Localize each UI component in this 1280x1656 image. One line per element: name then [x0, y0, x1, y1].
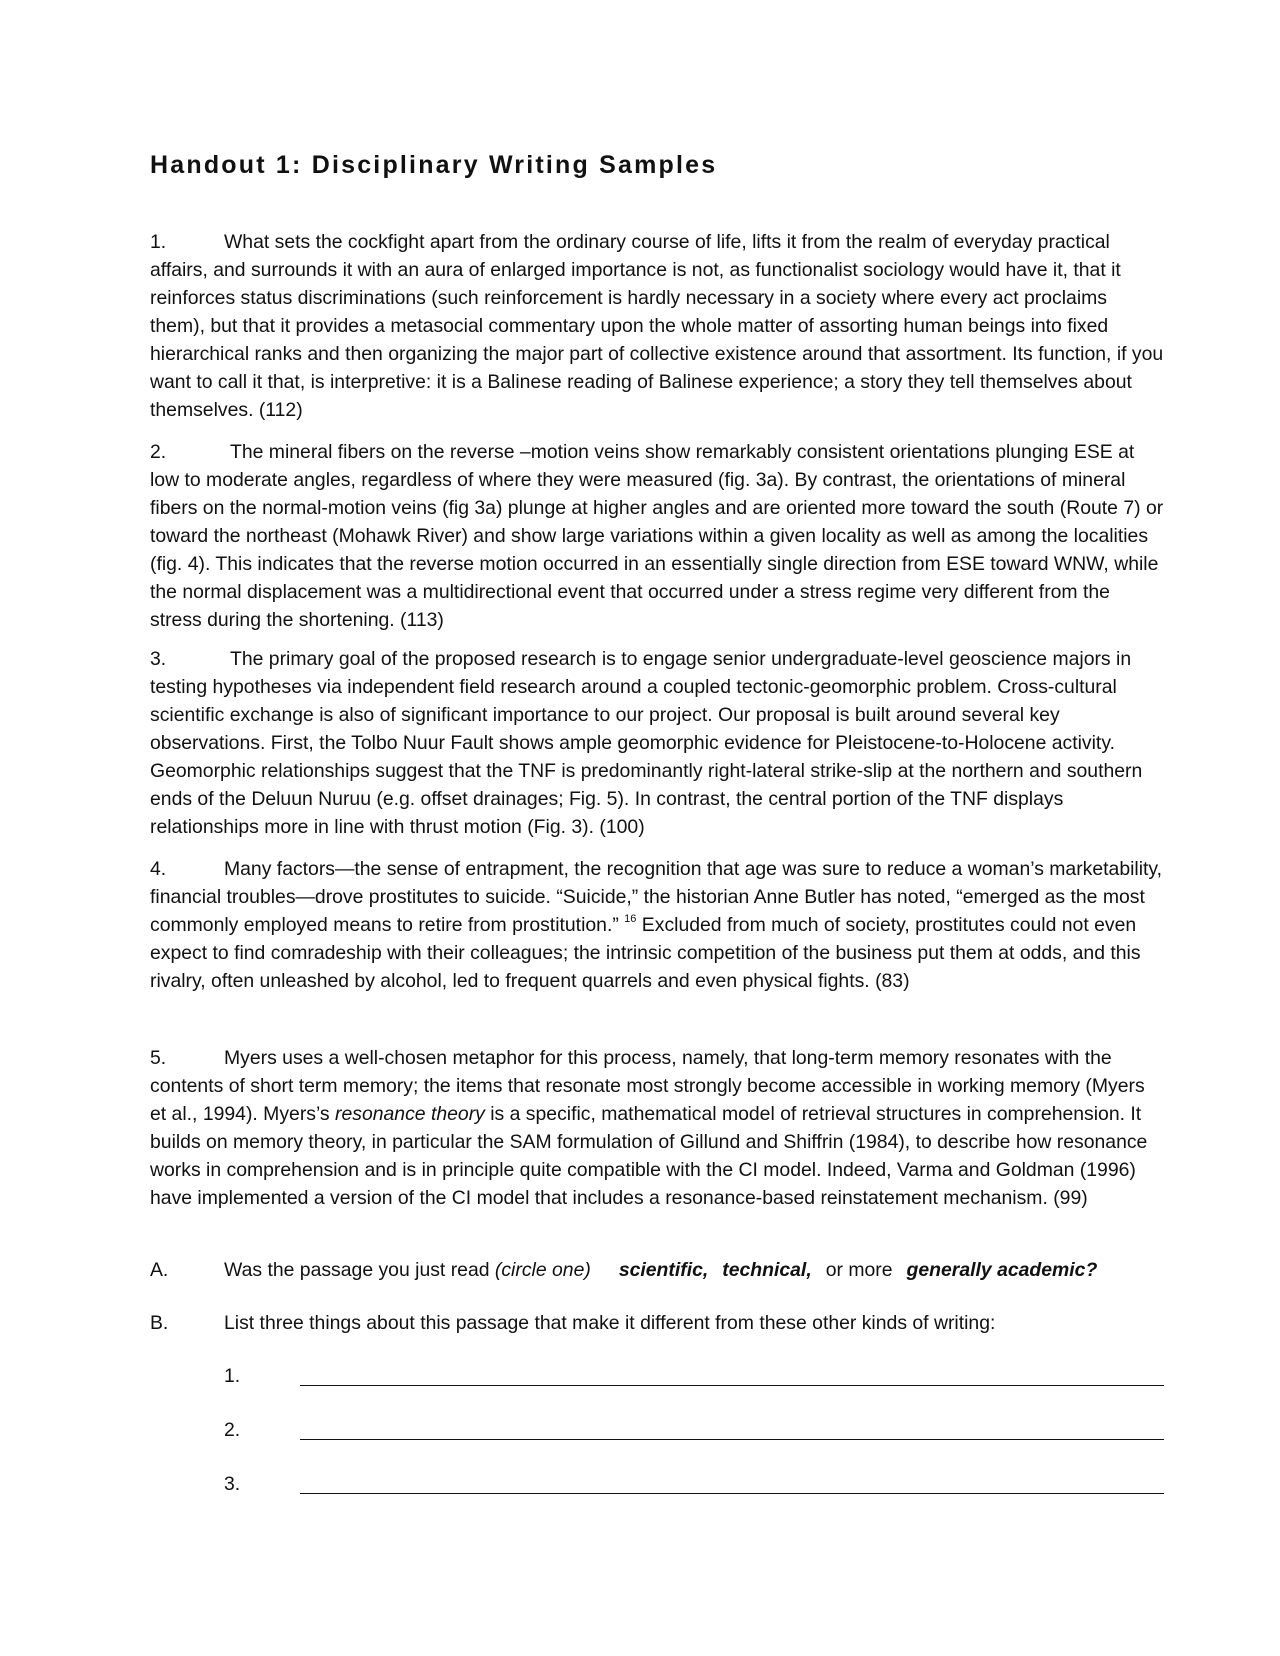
question-a — [150, 1256, 1166, 1284]
passage-text: What sets the cockfight apart from the ordinary course of life, lifts it from the realm of everyday practical affairs, and surrounds it with an aura of enlarged importance is not, as functionalist sociology would have it, that it reinforces status discriminations (such reinforcement is hardly necessary in a society where every act proclaims them), but that it provides a metasocial commentary upon the whole matter of assorting human beings into fixed hierarchical ranks and then organizing the major part of collective existence around that assortment. Its function, if you want to call it that, is interpretive: it is a Balinese reading of Balinese experience; a story they tell themselves about themselves. (112) — [150, 231, 1164, 421]
blank-number: 2. — [224, 1419, 241, 1441]
question-label: B. — [150, 1312, 169, 1334]
page-title: Handout 1: Disciplinary Writing Samples — [150, 151, 718, 179]
passage-number: 1. — [150, 231, 167, 253]
emphasis-text: resonance theory — [335, 1103, 485, 1125]
question-instruction: (circle one) — [494, 1259, 591, 1281]
blank-number: 3. — [224, 1473, 241, 1495]
question-b — [150, 1309, 1166, 1337]
passage-2 — [150, 438, 1166, 634]
passage-1 — [150, 228, 1166, 424]
passage-number: 3. — [150, 648, 167, 670]
answer-blank-3[interactable] — [224, 1470, 1164, 1498]
question-label: A. — [150, 1259, 169, 1281]
passage-number: 2. — [150, 441, 167, 463]
passage-text: Many factors—the sense of entrapment, the recognition that age was sure to reduce a woman’s marketability, financial troubles—drove prostitutes to suicide. “Suicide,” the historian Anne Butler has noted, “emerged as the most commonly employed means to retire from prostitution.” — [150, 858, 1163, 936]
answer-line[interactable] — [300, 1385, 1164, 1386]
passage-text: The primary goal of the proposed research is to engage senior undergraduate-level geoscience majors in testing hypotheses via independent field research around a coupled tectonic-geomorphic problem. Cross-cultural scientific exchange is also of significant importance to our project. Our proposal is built around several key observations. First, the Tolbo Nuur Fault shows ample geomorphic evidence for Pleistocene-to-Holocene activity. Geomorphic relationships suggest that the TNF is predominantly right-lateral strike-slip at the northern and southern ends of the Deluun Nuruu (e.g. offset drainages; Fig. 5). In contrast, the central portion of the TNF displays relationships more in line with thrust motion (Fig. 3). (100) — [150, 648, 1143, 838]
choice-generally-academic[interactable]: generally academic? — [906, 1259, 1098, 1281]
passage-text: is a specific, mathematical model of retrieval structures in comprehension. It builds on memory theory, in particular the SAM formulation of Gillund and Shiffrin (1984), to describe how resonance works in comprehension and is in principle quite compatible with the CI model. Indeed, Varma and Goldman (1996) have implemented a version of the CI model that includes a resonance-based reinstatement mechanism. (99) — [150, 1103, 1148, 1209]
passage-3 — [150, 645, 1166, 841]
choice-technical[interactable]: technical, — [722, 1259, 812, 1281]
answer-line[interactable] — [300, 1493, 1164, 1494]
passage-text: The mineral fibers on the reverse –motion veins show remarkably consistent orientations plunging ESE at low to moderate angles, regardless of where they were measured (fig. 3a). By contrast, the orientations of mineral fibers on the normal-motion veins (fig 3a) plunge at higher angles and are oriented more toward the south (Route 7) or toward the northeast (Mohawk River) and show large variations within a given locality as well as among the localities (fig. 4). This indicates that the reverse motion occurred in an essentially single direction from ESE toward WNW, while the normal displacement was a multidirectional event that occurred under a stress regime very different from the stress during the shortening. (113) — [150, 441, 1164, 631]
footnote-marker: 16 — [624, 913, 637, 925]
answer-blank-1[interactable] — [224, 1362, 1164, 1390]
choice-scientific[interactable]: scientific, — [618, 1259, 709, 1281]
answer-blank-2[interactable] — [224, 1416, 1164, 1444]
passage-5 — [150, 1044, 1166, 1212]
passage-number: 4. — [150, 858, 167, 880]
question-prompt: Was the passage you just read — [224, 1259, 495, 1281]
passage-4 — [150, 855, 1166, 995]
passage-text: Excluded from much of society, prostitutes could not even expect to find comradeship with their colleagues; the intrinsic competition of the business put them at odds, and this rivalry, often unleashed by alcohol, led to frequent quarrels and even physical fights. (83) — [150, 914, 1141, 992]
blank-number: 1. — [224, 1365, 241, 1387]
choice-connector: or more — [825, 1259, 893, 1281]
passage-text: Myers uses a well-chosen metaphor for this process, namely, that long-term memory resonates with the contents of short term memory; the items that resonate most strongly become accessible in working memory (Myers et al., 1994). Myers’s — [150, 1047, 1145, 1125]
question-prompt: List three things about this passage that make it different from these other kinds of writing: — [224, 1312, 996, 1334]
passage-number: 5. — [150, 1047, 167, 1069]
answer-line[interactable] — [300, 1439, 1164, 1440]
